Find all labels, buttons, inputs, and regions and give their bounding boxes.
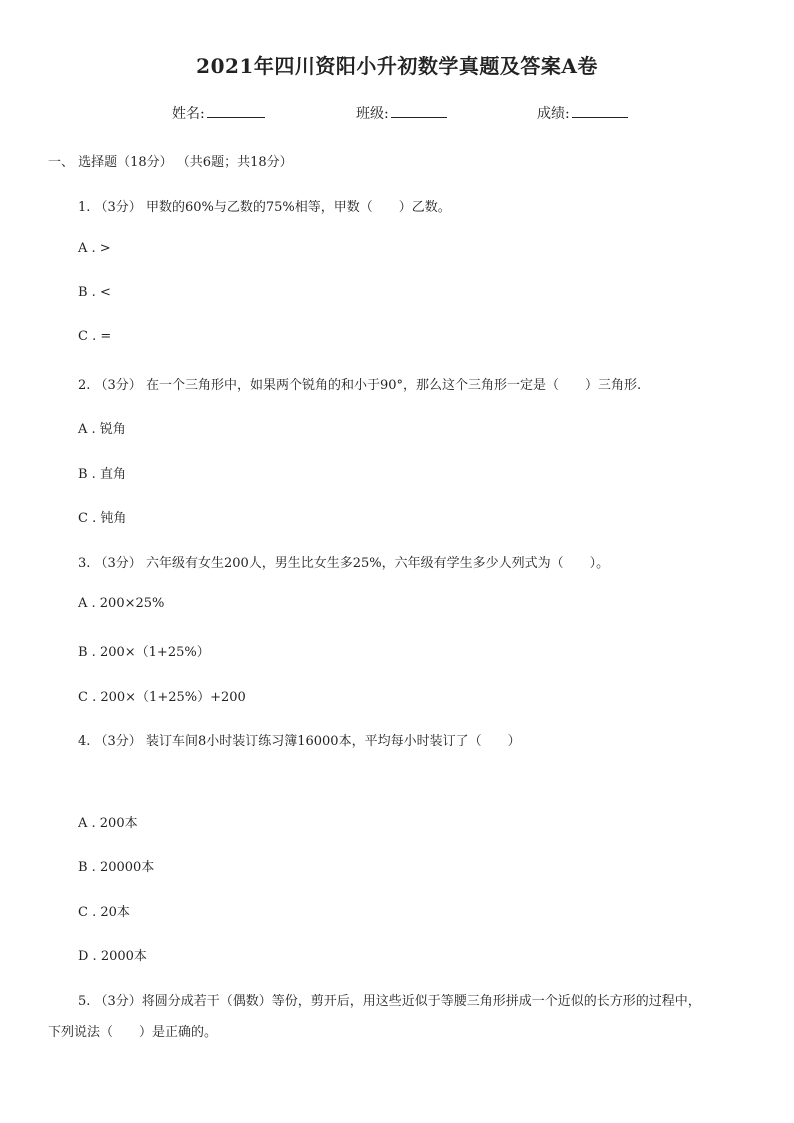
class-field[interactable] xyxy=(356,103,447,123)
name-blank[interactable] xyxy=(207,103,265,118)
q4-option-d[interactable]: D . 2000本 xyxy=(78,949,147,964)
q2-option-c[interactable]: C . 钝角 xyxy=(78,511,127,526)
q3-option-b[interactable]: B . 200×（1+25%） xyxy=(78,645,210,660)
q4-option-b[interactable]: B . 20000本 xyxy=(78,860,155,875)
q3-option-c[interactable]: C . 200×（1+25%）+200 xyxy=(78,690,246,705)
q1-option-a[interactable]: A . > xyxy=(78,241,111,256)
question-5: 5. （3分）将圆分成若干（偶数）等份，剪开后，用这些近似于等腰三角形拼成一个近似的长方形的过程中， xyxy=(78,994,701,1009)
q1-option-b[interactable]: B . < xyxy=(78,285,111,300)
class-blank[interactable] xyxy=(391,103,447,118)
section-heading: 一、 选择题（18分） （共6题；共18分） xyxy=(48,155,293,170)
score-field[interactable] xyxy=(537,103,628,123)
score-label: 成绩: xyxy=(537,106,570,122)
question-5-line-2: 下列说法（ ）是正确的。 xyxy=(48,1025,218,1040)
question-3: 3. （3分） 六年级有女生200人，男生比女生多25%，六年级有学生多少人列式为（ ）。 xyxy=(78,556,610,571)
q1-option-c[interactable]: C . = xyxy=(78,329,112,344)
q4-option-c[interactable]: C . 20本 xyxy=(78,905,130,920)
class-label: 班级: xyxy=(356,106,389,122)
page-title: 2021年四川资阳小升初数学真题及答案A卷 xyxy=(196,54,598,78)
q2-option-a[interactable]: A . 锐角 xyxy=(78,422,126,437)
name-field[interactable] xyxy=(172,103,265,123)
question-2: 2. （3分） 在一个三角形中，如果两个锐角的和小于90°，那么这个三角形一定是（ ）三角形. xyxy=(78,378,642,393)
q3-option-a[interactable]: A . 200×25% xyxy=(78,596,165,611)
q2-option-b[interactable]: B . 直角 xyxy=(78,467,126,482)
q4-option-a[interactable]: A . 200本 xyxy=(78,816,138,831)
name-label: 姓名: xyxy=(172,106,205,122)
score-blank[interactable] xyxy=(572,103,628,118)
question-4: 4. （3分） 装订车间8小时装订练习簿16000本，平均每小时装订了（ ） xyxy=(78,734,521,749)
question-1: 1. （3分） 甲数的60%与乙数的75%相等，甲数（ ）乙数。 xyxy=(78,200,451,215)
